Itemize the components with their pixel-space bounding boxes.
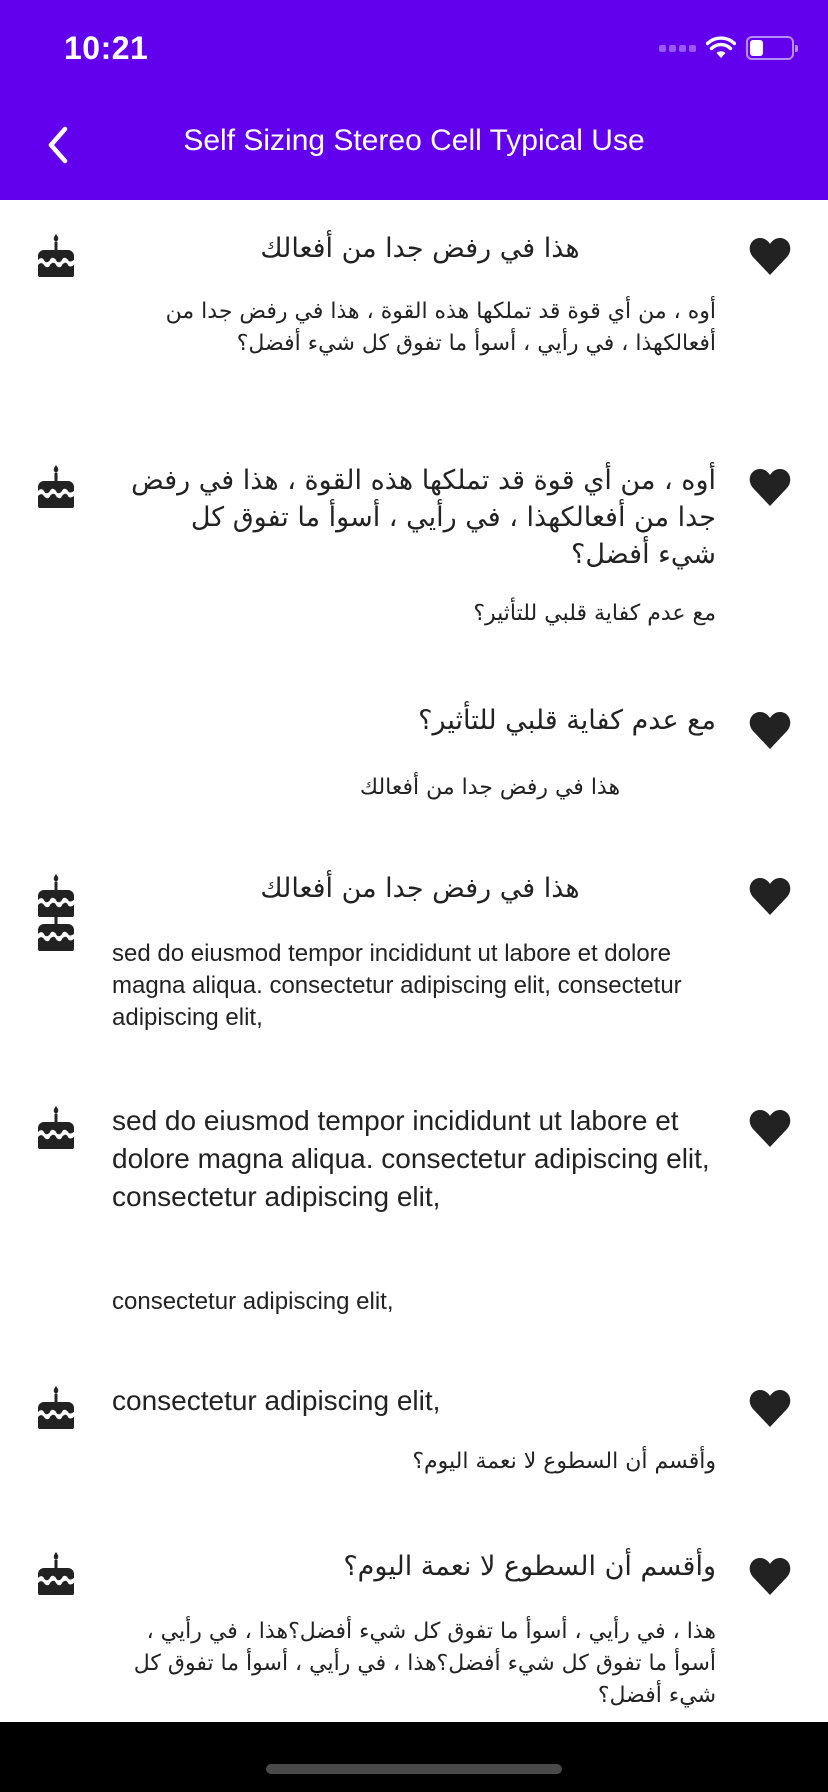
cell-subtitle: هذا ، في رأيي ، أسوأ ما تفوق كل شيء أفضل؟هذا ، في رأيي ، أسوأ ما تفوق كل شيء أفضل؟هذا ، في رأيي ، أسوأ ما تفوق كل شيء أفضل؟ (133, 1619, 716, 1708)
cell-subtitle: أوه ، من أي قوة قد تملكها هذه القوة ، هذا في رفض جدا من أفعالكهذا ، في رأيي ، أسوأ ما تفوق كل شيء أفضل؟ (165, 299, 716, 356)
heart-icon[interactable] (748, 1388, 792, 1428)
list-item[interactable] (0, 856, 828, 1056)
cell-subtitle: consectetur adipiscing elit, (112, 1288, 394, 1315)
cell-title: هذا في رفض جدا من أفعالك (260, 873, 580, 904)
birthday-cake-icon (36, 1104, 76, 1150)
birthday-cake-icon (36, 463, 76, 509)
cell-title: مع عدم كفاية قلبي للتأثير؟ (418, 705, 716, 736)
birthday-cake-icon (36, 1384, 76, 1430)
list-item[interactable] (0, 430, 828, 670)
heart-icon[interactable] (748, 710, 792, 750)
heart-icon[interactable] (748, 1556, 792, 1596)
cell-title: sed do eiusmod tempor incididunt ut labore et dolore magna aliqua. consectetur adipiscing elit, consectetur adipiscing elit, (112, 1105, 710, 1212)
cell-subtitle: هذا في رفض جدا من أفعالك (359, 775, 621, 800)
heart-icon[interactable] (748, 236, 792, 276)
status-icons (659, 36, 794, 60)
wifi-icon (706, 36, 736, 60)
cell-subtitle: مع عدم كفاية قلبي للتأثير؟ (473, 601, 716, 626)
status-time: 10:21 (64, 30, 149, 66)
home-indicator-area (0, 1722, 828, 1792)
navigation-header (0, 0, 828, 200)
battery-icon (746, 36, 794, 60)
cell-title: أوه ، من أي قوة قد تملكها هذه القوة ، هذا في رفض جدا من أفعالكهذا ، في رأيي ، أسوأ ما تفوق كل شيء أفضل؟ (131, 465, 716, 570)
cell-title: consectetur adipiscing elit, (112, 1385, 441, 1416)
birthday-cake-icon (36, 232, 76, 278)
cell-title: هذا في رفض جدا من أفعالك (260, 233, 580, 264)
home-indicator[interactable] (266, 1764, 562, 1774)
list-item[interactable] (0, 690, 828, 836)
page-title: Self Sizing Stereo Cell Typical Use (183, 124, 645, 157)
list-item[interactable] (0, 1370, 828, 1510)
heart-icon[interactable] (748, 467, 792, 507)
cell-subtitle: وأقسم أن السطوع لا نعمة اليوم؟ (412, 1449, 716, 1474)
list-item[interactable] (0, 200, 828, 430)
birthday-cake-icon (36, 872, 76, 918)
heart-icon[interactable] (748, 876, 792, 916)
birthday-cake-icon (36, 1550, 76, 1596)
list-item[interactable] (0, 1536, 828, 1722)
list-item[interactable] (0, 1090, 828, 1330)
signal-dots-icon (659, 45, 696, 52)
cell-subtitle: sed do eiusmod tempor incididunt ut labore et dolore magna aliqua. consectetur adipiscing elit, consectetur adipiscing elit, (112, 940, 682, 1031)
heart-icon[interactable] (748, 1108, 792, 1148)
cell-title: وأقسم أن السطوع لا نعمة اليوم؟ (343, 1551, 716, 1582)
